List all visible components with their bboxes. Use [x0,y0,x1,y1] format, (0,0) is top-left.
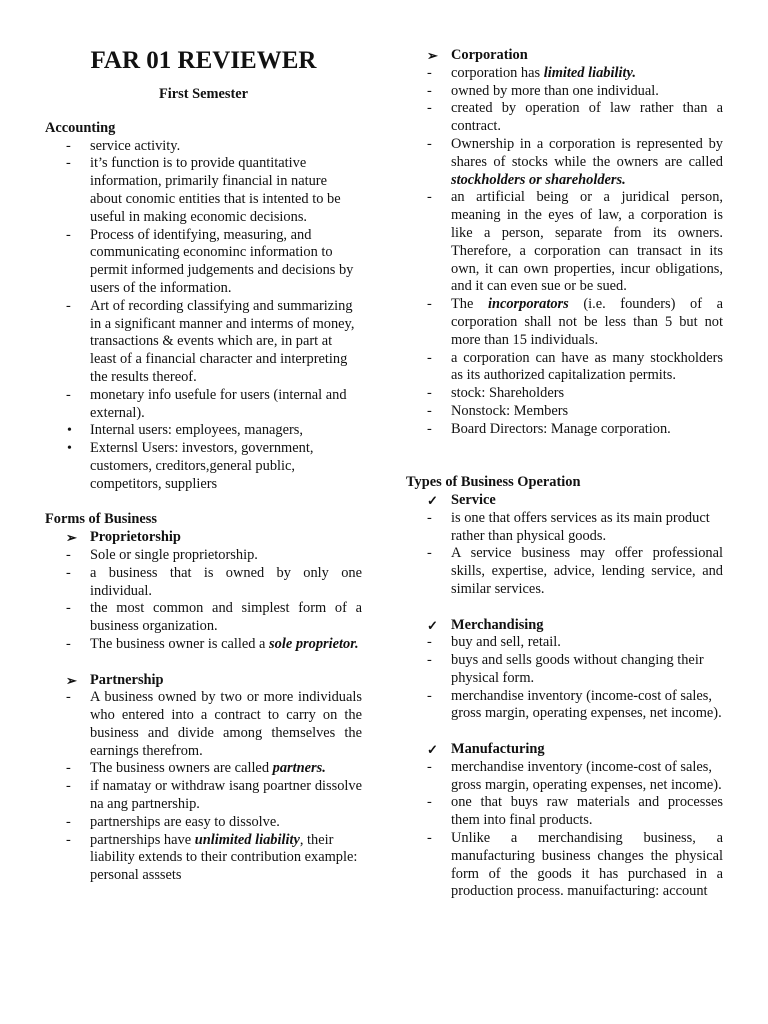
dash-marker: - [427,758,432,775]
emphasis-term: stockholders or shareholders. [451,171,626,188]
subheading-service: ✓ Service [427,491,496,508]
emphasis-term: partners. [272,760,326,777]
list-item: - partnerships are easy to dissolve. [66,813,280,830]
dash-marker: - [66,689,71,706]
list-item: - corporation has limited liability. [427,64,636,81]
dash-marker: - [427,687,432,704]
dash-marker: - [427,64,432,81]
dash-marker: - [66,600,71,617]
dash-marker: - [427,652,432,669]
list-item: • Externsl Users: investors, government, customers, creditors,general public, competitors, suppliers [67,440,314,492]
list-item: - created by operation of law rather than a contract. [427,100,723,135]
emphasis-term: unlimited liability [194,831,300,848]
page-subtitle: First Semester [158,86,249,102]
check-icon: ✓ [427,742,438,758]
list-item: - one that buys raw materials and processes them into final products. [427,794,723,829]
dash-marker: - [66,831,71,848]
dash-marker: - [427,82,432,99]
list-item: • Internal users: employees, managers, [67,422,303,439]
section-heading-accounting: Accounting [45,119,116,136]
dash-marker: - [427,385,432,402]
list-item: - Nonstock: Members [427,402,569,419]
dash-marker: - [66,546,71,563]
section-heading-types: Types of Business Operation [406,474,581,491]
list-item: - stock: Shareholders [427,385,565,402]
subheading-corporation: ➢ Corporation [427,47,528,63]
bullet-icon: • [67,423,72,439]
dash-marker: - [427,189,432,206]
list-item: - an artificial being or a juridical person, meaning in the eyes of law, a corporation is like a person, separate from its owners. Therefore, a corporation can transact in its own, it can own properties, incur obligations, and it can even sue or be sued. [427,189,723,295]
manufacturing-list [406,741,723,901]
dash-marker: - [427,296,432,313]
list-item: - A service business may offer professional skills, expertise, advice, lending service, and similar services. [427,545,723,597]
bullet-icon: • [67,441,72,457]
right-column [406,0,723,901]
dash-marker: - [427,634,432,651]
list-item: - Ownership in a corporation is represented by shares of stocks while the owners are called stockholders or shareholders. [427,135,723,188]
left-column [45,0,362,885]
list-item: - a business that is owned by only one individual. [66,564,362,599]
list-item: - owned by more than one individual. [427,82,659,99]
list-item: - merchandise inventory (income-cost of sales, gross margin, operating expenses, net income). [427,758,722,793]
subheading-proprietorship: ➢ Proprietorship [66,529,181,546]
list-item: - The incorporators (i.e. founders) of a corporation shall not be less than 5 but not more than 15 individuals. [427,296,723,348]
list-item: - Art of recording classifying and summarizing in a significant manner and interms of money, transactions & events which are, in part at least of a financial character and interpreting the results thereof. [66,297,355,385]
list-item: - partnerships have unlimited liability, their liability extends to their contribution example: personal asssets [66,831,358,884]
service-list [406,492,723,599]
list-item: - if namatay or withdraw isang poartner dissolve na ang partnership. [66,778,362,813]
merchandising-list [406,617,723,724]
list-item: - buy and sell, retail. [427,634,561,651]
list-item: - Process of identifying, measuring, and communicating econominc information to permit informed judgements and decisions by users of the information. [66,226,354,296]
dash-marker: - [66,155,71,172]
dash-marker: - [427,509,432,526]
arrow-icon: ➢ [427,48,438,63]
page-title: FAR 01 REVIEWER [90,47,317,74]
partnership-list [45,672,362,886]
list-item: - a corporation can have as many stockholders as its authorized capitalization permits. [427,349,723,384]
list-item: - Sole or single proprietorship. [66,546,258,563]
dash-marker: - [427,402,432,419]
check-icon: ✓ [427,492,438,508]
dash-marker: - [66,635,71,652]
dash-marker: - [66,297,71,314]
dash-marker: - [66,564,71,581]
emphasis-term: limited liability. [543,64,636,81]
list-item: - A business owned by two or more individuals who entered into a contract to carry on the business and divide among themselves the earnings therefrom. [66,689,362,759]
dash-marker: - [66,813,71,830]
arrow-icon: ➢ [66,530,77,546]
list-item: - it’s function is to provide quantitative information, primarily financial in nature about conomic entities that is intented to be useful in making economic decisions. [66,155,341,225]
dash-marker: - [427,135,432,152]
list-item: - Board Directors: Manage corporation. [427,420,671,437]
corporation-list [406,47,723,439]
dash-marker: - [66,137,71,154]
dash-marker: - [427,100,432,117]
proprietorship-list [45,529,362,654]
dash-marker: - [66,778,71,795]
list-item: - The business owner is called a sole proprietor. [66,635,359,652]
list-item: - Unlike a merchandising business, a manufacturing business changes the physical form of the goods it has purchased in a production process. manuifacturing: account [427,830,723,900]
dash-marker: - [427,420,432,437]
list-item: - buys and sells goods without changing their physical form. [427,652,704,686]
check-icon: ✓ [427,617,438,633]
dash-marker: - [66,386,71,403]
dash-marker: - [427,794,432,811]
subheading-merchandising: ✓ Merchandising [427,616,544,633]
subheading-manufacturing: ✓ Manufacturing [427,741,545,758]
list-item: - monetary info usefule for users (internal and external). [66,386,347,421]
section-heading-forms: Forms of Business [45,511,157,528]
list-item: - merchandise inventory (income-cost of sales, gross margin, operating expenses, net income). [427,687,722,722]
list-item: - The business owners are called partners. [66,760,326,777]
subheading-partnership: ➢ Partnership [66,671,164,688]
list-item: - is one that offers services as its main product rather than physical goods. [427,509,710,544]
dash-marker: - [427,830,432,847]
emphasis-term: sole proprietor. [269,635,359,652]
accounting-list [45,138,362,494]
dash-marker: - [66,226,71,243]
emphasis-term: incorporators [487,296,569,313]
dash-marker: - [427,349,432,366]
list-item: - the most common and simplest form of a business organization. [66,600,362,635]
arrow-icon: ➢ [66,672,77,688]
list-item: - service activity. [66,137,181,154]
dash-marker: - [66,760,71,777]
dash-marker: - [427,545,432,562]
